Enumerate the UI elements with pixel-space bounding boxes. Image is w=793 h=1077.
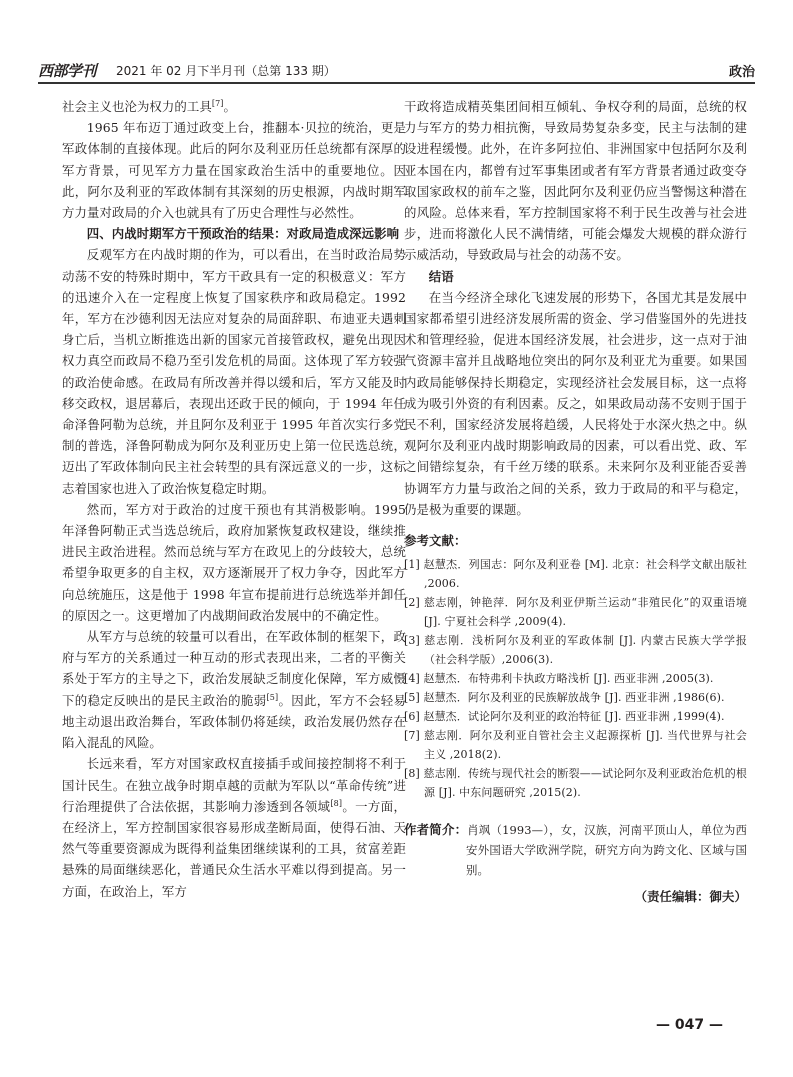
page-header	[38, 58, 755, 80]
conclusion-heading: 结语	[428, 268, 454, 284]
citation: [7]	[211, 98, 224, 108]
paragraph: 然而，军方对于政治的过度干预也有其消极影响。1995 年泽鲁阿勒正式当选总统后，政府加紧恢复政权建设，继续推进民主政治进程。然而总统与军方在政见上的分歧较大，总统希望争取更多的自主权，双方逐渐展开了权力争夺，因此军方向总统施压，这是他于 1998 年宣布提前进行总统选举并卸任的原因之一。这更增加了内战期间政治发展中的不确定性。	[62, 501, 406, 623]
paragraph: 反观军方在内战时期的作为，可以看出，在当时政治局势动荡不安的特殊时期中，军方干政具有一定的积极意义：军方的迅速介入在一定程度上恢复了国家秩序和政局稳定。1992 年，军方在沙德利因无法应对复杂的局面辞职、布迪亚夫遇刺身亡后，当机立断推选出新的国家元首接管政权，避免出现因权力真空而政局不稳乃至引发危机的局面。这体现了军方较强的政治使命感。在政局有所改善并得以缓和后，军方又能及时移交政权，退居幕后，表现出还政于民的倾向，于 1994 年任命泽鲁阿勒为总统，并且阿尔及利亚于 1995 年首次实行多党制的普选，泽鲁阿勒成为阿尔及利亚历史上第一位民选总统，迈出了军政体制向民主社会转型的具有深远意义的一步，这标志着国家也进入了政治恢复稳定时期。	[62, 247, 406, 496]
issue-info: 2021 年 02 月下半月刊（总第 133 期）	[116, 64, 336, 78]
citation: [8]	[330, 798, 343, 808]
reference-item: [7] 慈志刚．阿尔及利亚自管社会主义起源探析 [J]. 当代世界与社会主义 ,2018(2).	[404, 729, 747, 762]
reference-item: [8] 慈志刚．传统与现代社会的断裂——试论阿尔及利亚政治危机的根源 [J]. 中东问题研究 ,2015(2).	[404, 767, 747, 800]
right-column	[404, 96, 747, 907]
paragraph: 1965 年布迈丁通过政变上台，推翻本·贝拉的统治，更是军政体制的直接体现。此后的阿尔及利亚历任总统都有深厚的军方背景，可见军方力量在国家政治生活中的重要地位。因此，阿尔及利亚的军政体制有其深刻的历史根源，内战时期军方力量对政局的介入也就具有了历史合理性与必然性。	[62, 120, 406, 221]
section-label: 政治	[728, 65, 755, 80]
paragraph: 长远来看，军方对国家政权直接插手或间接控制将不利于国计民生。在独立战争时期卓越的贡献为军队以“革命传统”进行治理提供了合法依据，其影响力渗透到各领域[8]。一方面，在经济上，军方控制国家很容易形成垄断局面，使得石油、天然气等重要资源成为既得利益集团继续谋利的工具，贫富差距悬殊的局面继续恶化，普通民众生活水平难以得到提高。另一方面，在政治上，军方	[62, 756, 406, 899]
journal-brand: 西部学刊	[38, 62, 97, 80]
author-label: 作者简介：	[404, 822, 468, 838]
reference-item: [2] 慈志刚，钟艳萍．阿尔及利亚伊斯兰运动“非殖民化”的双重语境 [J]. 宁夏社会科学 ,2009(4).	[404, 596, 747, 629]
paragraph: 从军方与总统的较量可以看出，在军政体制的框架下，政府与军方的关系通过一种互动的形式表现出来，二者的平衡关系处于军方的主导之下，政治发展缺乏制度化保障，军方威慑下的稳定反映出的是民主政治的脆弱[5]。因此，军方不会轻易地主动退出政治舞台，军政体制仍将延续，政治发展仍然存在陷入混乱的风险。	[62, 629, 406, 751]
references-title: 参考文献：	[404, 533, 467, 549]
paragraph: 社会主义也沦为权力的工具[7]。	[62, 98, 237, 114]
paragraph: 在当今经济全球化飞速发展的形势下，各国尤其是发展中国家都希望引进经济发展所需的资金、学习借鉴国外的先进技术和管理经验，促进本国经济发展，社会进步，这一点对于油气资源丰富并且战略地位突出的阿尔及利亚尤为重要。如果国内政局能够保持长期稳定，实现经济社会发展目标，这一点将成为吸引外资的有利因素。反之，如果政局动荡不安则于国于民不利，国家经济发展将趋缓，人民将处于水深火热之中。纵观阿尔及利亚内战时期影响政局的因素，可以看出党、政、军之间错综复杂，有千丝万缕的联系。未来阿尔及利亚能否妥善协调军方力量与政治之间的关系，致力于政局的和平与稳定，仍是极为重要的课题。	[404, 289, 747, 517]
section-heading: 四、内战时期军方干预政治的结果：对政局造成深远影响	[86, 226, 400, 242]
author-bio	[404, 820, 747, 880]
author-text: 肖飒（1993—），女，汉族，河南平顶山人，单位为西安外国语大学欧洲学院，研究方向为跨文化、区域与国别。	[466, 823, 747, 878]
reference-item: [6] 赵慧杰．试论阿尔及利亚的政治特征 [J]. 西亚非洲 ,1999(4).	[404, 710, 725, 724]
editor-note: （责任编辑：御夫）	[634, 889, 747, 905]
citation: [5]	[266, 692, 279, 702]
paragraph: 干政将造成精英集团间相互倾轧、争权夺利的局面，总统的权力与军方的势力相抗衡，导致局势复杂多变，民主与法制的建设进程缓慢。此外，在许多阿拉伯、非洲国家中包括阿尔及利亚本国在内，都曾有过军事集团或者有军方背景者通过政变夺取国家政权的前车之鉴，因此阿尔及利亚仍应当警惕这种潜在的风险。总体来看，军方控制国家将不利于民生改善与社会进步，进而将激化人民不满情绪，可能会爆发大规模的群众游行示威活动，导致政局与社会的动荡不安。	[404, 99, 747, 263]
reference-item: [3] 慈志刚．浅析阿尔及利亚的军政体制 [J]. 内蒙古民族大学学报（社会科学版）,2006(3).	[404, 634, 747, 667]
left-column	[62, 96, 406, 902]
reference-item: [1] 赵慧杰．列国志：阿尔及利亚卷 [M]. 北京：社会科学文献出版社 ,2006.	[404, 558, 747, 591]
references-list	[404, 555, 747, 802]
reference-item: [4] 赵慧杰．布特弗利卡执政方略浅析 [J]. 西亚非洲 ,2005(3).	[404, 672, 714, 686]
header-rule	[38, 82, 755, 84]
reference-item: [5] 赵慧杰．阿尔及利亚的民族解放战争 [J]. 西亚非洲 ,1986(6).	[404, 691, 725, 705]
page-number: — 047 —	[656, 1017, 723, 1033]
